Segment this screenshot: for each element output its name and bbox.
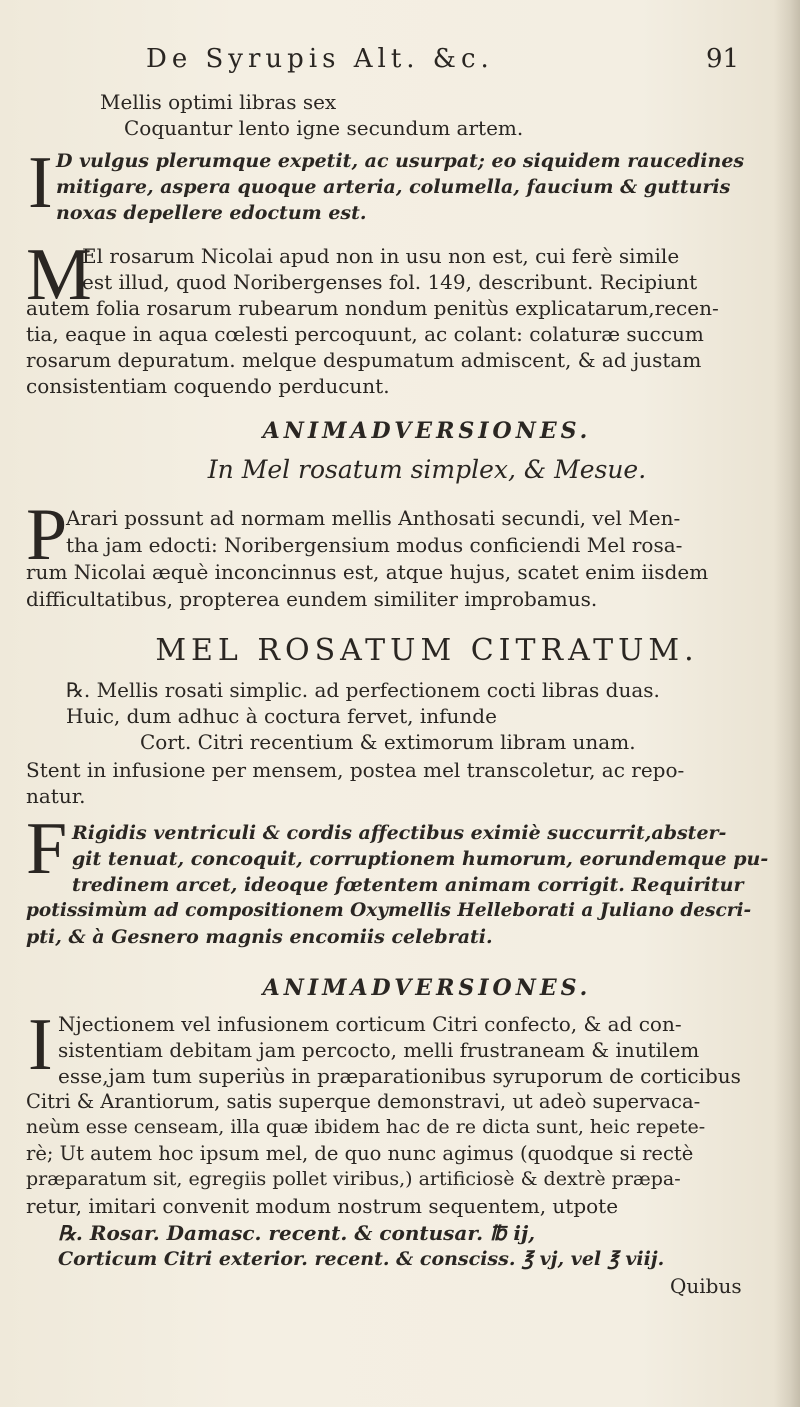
drop-cap: F [26,808,68,890]
paragraph-line: neùm esse censeam, illa quæ ibidem hac de re dicta sunt, heic repete- [26,1116,706,1138]
paragraph-line: tredinem arcet, ideoque fœtentem animam corrigit. Requiritur [72,874,744,896]
recipe-line: Corticum Citri exterior. recent. & consciss. ℥ vj, vel ℥ viij. [58,1248,665,1270]
drop-cap: P [26,494,68,576]
recipe-line: Mellis optimi libras sex [100,90,337,114]
paragraph-line: esse,jam tum superiùs in præparationibus syruporum de corticibus [58,1064,741,1088]
paragraph-line: potissimùm ad compositionem Oxymellis Helleborati a Juliano descri- [26,900,752,921]
paragraph-line: tia, eaque in aqua cœlesti percoquunt, ac colant: colaturæ succum [26,322,704,346]
paragraph-line: Rigidis ventriculi & cordis affectibus eximiè succurrit,abster- [72,822,727,844]
drop-cap: M [26,234,92,316]
subheading: In Mel rosatum simplex, & Mesue. [207,455,647,484]
paragraph-line: noxas depellere edoctum est. [56,202,367,224]
catchword: Quibus [670,1274,742,1298]
drop-cap: I [28,1004,53,1086]
paragraph-line: difficultatibus, propterea eundem similiter improbamus. [26,587,598,611]
paragraph-line: tha jam edocti: Noribergensium modus conficiendi Mel rosa- [66,533,683,557]
paragraph-line: præparatum sit, egregiis pollet viribus,) artificiosè & dextrè præpa- [26,1168,681,1190]
paragraph-line: Citri & Arantiorum, satis superque demonstravi, ut adeò supervaca- [26,1090,701,1113]
paragraph-line: sistentiam debitam jam percocto, melli frustraneam & inutilem [58,1038,700,1062]
recipe-line: Huic, dum adhuc à coctura fervet, infunde [66,704,497,728]
text-column [26,0,769,1407]
drop-cap: I [28,142,53,224]
paragraph-line: rosarum depuratum. melque despumatum admiscent, & ad justam [26,348,702,372]
paragraph-line: rum Nicolai æquè inconcinnus est, atque hujus, scatet enim iisdem [26,560,709,584]
paragraph-line: git tenuat, concoquit, corruptionem humorum, eorundemque pu- [72,848,769,870]
page-edge-shadow [774,0,800,1407]
recipe-line: ℞. Mellis rosati simplic. ad perfectionem cocti libras duas. [66,678,660,702]
page-number: 91 [706,44,740,74]
section-heading: ANIMADVERSIONES. [262,418,592,444]
paragraph-line: retur, imitari convenit modum nostrum sequentem, utpote [26,1194,619,1218]
recipe-line: ℞. Rosar. Damasc. recent. & contusar. ℔ ij, [58,1221,536,1245]
paragraph-line: est illud, quod Noribergenses fol. 149, describunt. Recipiunt [82,270,698,294]
paragraph-line: mitigare, aspera quoque arteria, columella, faucium & gutturis [56,176,731,198]
running-title: De Syrupis Alt. &c. [146,44,494,74]
recipe-line: natur. [26,784,86,808]
section-heading: ANIMADVERSIONES. [262,975,592,1001]
paragraph-line: consistentiam coquendo perducunt. [26,374,390,398]
paragraph-line: pti, & à Gesnero magnis encomiis celebrati. [26,926,493,948]
paragraph-line: El rosarum Nicolai apud non in usu non est, cui ferè simile [82,244,680,268]
paragraph-line: rè; Ut autem hoc ipsum mel, de quo nunc agimus (quodque si rectè [26,1142,694,1165]
paragraph-line: Arari possunt ad normam mellis Anthosati secundi, vel Men- [66,506,681,530]
recipe-line: Stent in infusione per mensem, postea mel transcoletur, ac repo- [26,758,685,782]
paragraph-line: Njectionem vel infusionem corticum Citri confecto, & ad con- [58,1012,682,1036]
recipe-title: MEL ROSATUM CITRATUM. [155,633,699,668]
paragraph-line: D vulgus plerumque expetit, ac usurpat; eo siquidem raucedines [56,150,745,172]
recipe-line: Coquantur lento igne secundum artem. [124,116,524,140]
recipe-line: Cort. Citri recentium & extimorum libram unam. [140,730,636,754]
paragraph-line: autem folia rosarum rubearum nondum penitùs explicatarum,recen- [26,296,719,320]
